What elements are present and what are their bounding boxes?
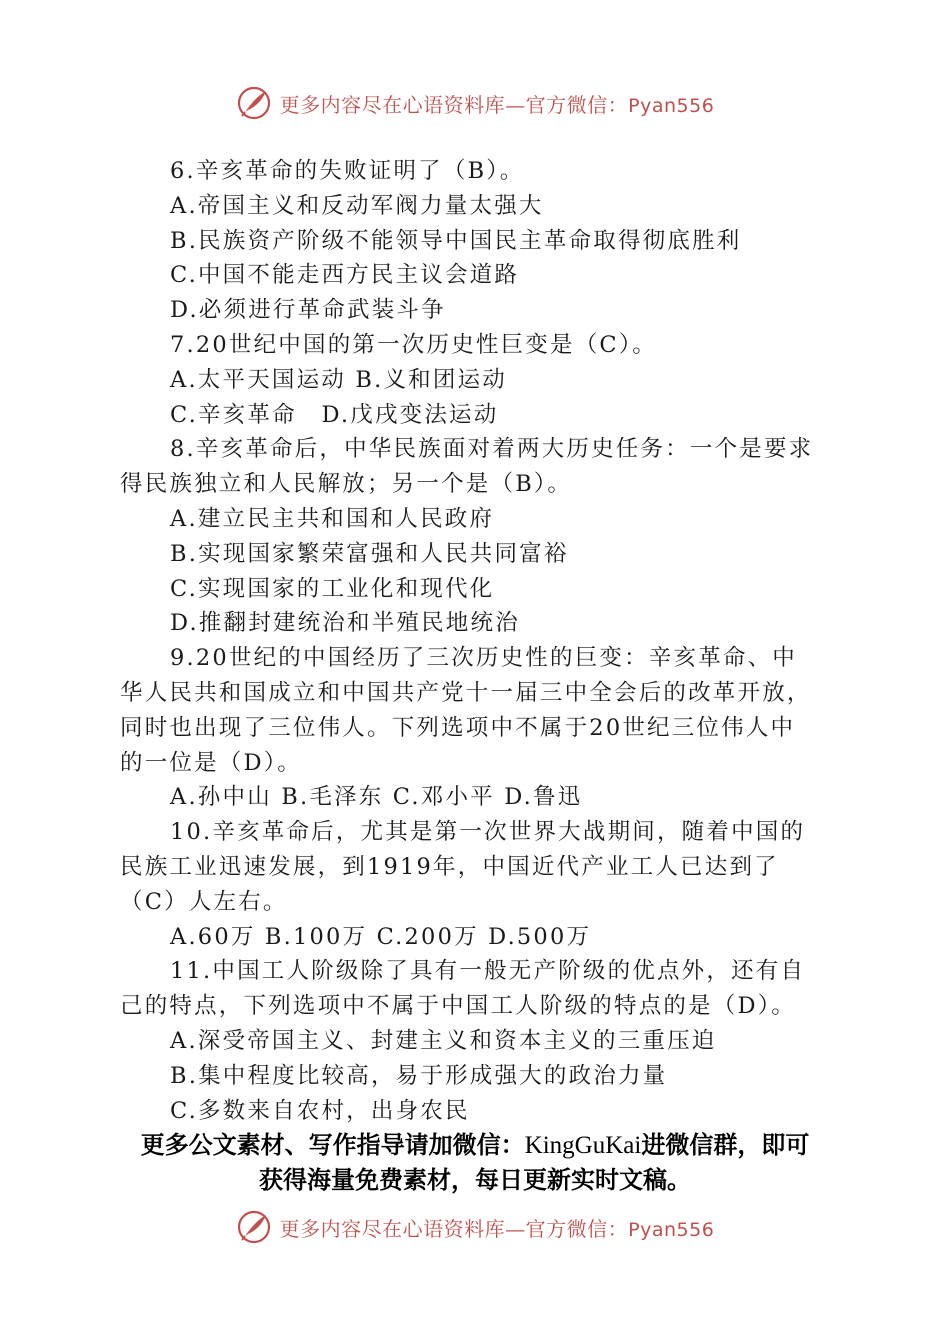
quill-logo-icon [236,1209,272,1245]
text-line: 10.辛亥革命后，尤其是第一次世界大战期间，随着中国的 [170,819,806,846]
document-body [120,154,830,1128]
text-line: 6.辛亥革命的失败证明了（B）。 [170,158,525,184]
text-line: 9.20世纪的中国经历了三次历史性的巨变：辛亥革命、中 [170,645,797,672]
text-line: A.孙中山 B.毛泽东 C.邓小平 D.鲁迅 [170,784,583,811]
banner-text: 更多内容尽在心语资料库—官方微信：Pyan556 [279,92,715,117]
text-line: 得民族独立和人民解放；另一个是（B）。 [120,471,573,498]
text-line: D.推翻封建统治和半殖民地统治 [170,610,520,637]
text-line: B.实现国家繁荣富强和人民共同富裕 [170,540,569,567]
promo-line-2: 获得海量免费素材，每日更新实时文稿。 [259,1166,691,1194]
text-line: A.深受帝国主义、封建主义和资本主义的三重压迫 [170,1027,717,1054]
quill-logo-icon [236,85,272,121]
text-line: C.实现国家的工业化和现代化 [170,575,495,602]
text-line: A.帝国主义和反动军阀力量太强大 [170,192,544,219]
text-line: C.多数来自农村，出身农民 [170,1097,470,1124]
text-line: B.民族资产阶级不能领导中国民主革命取得彻底胜利 [170,227,742,254]
text-line: 的一位是（D）。 [120,749,302,776]
banner-text: 更多内容尽在心语资料库—官方微信：Pyan556 [279,1216,715,1241]
text-line: 民族工业迅速发展，到1919年，中国近代产业工人已达到了 [120,853,779,880]
text-line: C.中国不能走西方民主议会道路 [170,262,520,289]
header-banner [0,78,950,128]
text-line: 同时也出现了三位伟人。下列选项中不属于20世纪三位伟人中 [120,714,796,741]
text-line: 7.20世纪中国的第一次历史性巨变是（C）。 [170,331,657,358]
text-line: 8.辛亥革命后，中华民族面对着两大历史任务：一个是要求 [170,436,814,463]
text-line: A.建立民主共和国和人民政府 [170,505,495,532]
footer-banner [0,1202,950,1252]
promo-text [110,1128,840,1197]
text-line: （C）人左右。 [120,888,288,915]
text-line: A.60万 B.100万 C.200万 D.500万 [170,923,592,950]
text-line: B.集中程度比较高，易于形成强大的政治力量 [170,1062,668,1089]
text-line: 华人民共和国成立和中国共产党十一届三中全会后的改革开放， [120,679,812,706]
text-line: A.太平天国运动 B.义和团运动 [170,366,507,393]
promo-line-1: 更多公文素材、写作指导请加微信：KingGuKai进微信群，即可 [140,1131,810,1159]
text-line: C.辛亥革命 D.戊戌变法运动 [170,401,499,428]
text-line: 11.中国工人阶级除了具有一般无产阶级的优点外，还有自 [170,958,806,985]
text-line: 己的特点，下列选项中不属于中国工人阶级的特点的是（D）。 [120,993,796,1020]
text-line: D.必须进行革命武装斗争 [170,297,446,324]
